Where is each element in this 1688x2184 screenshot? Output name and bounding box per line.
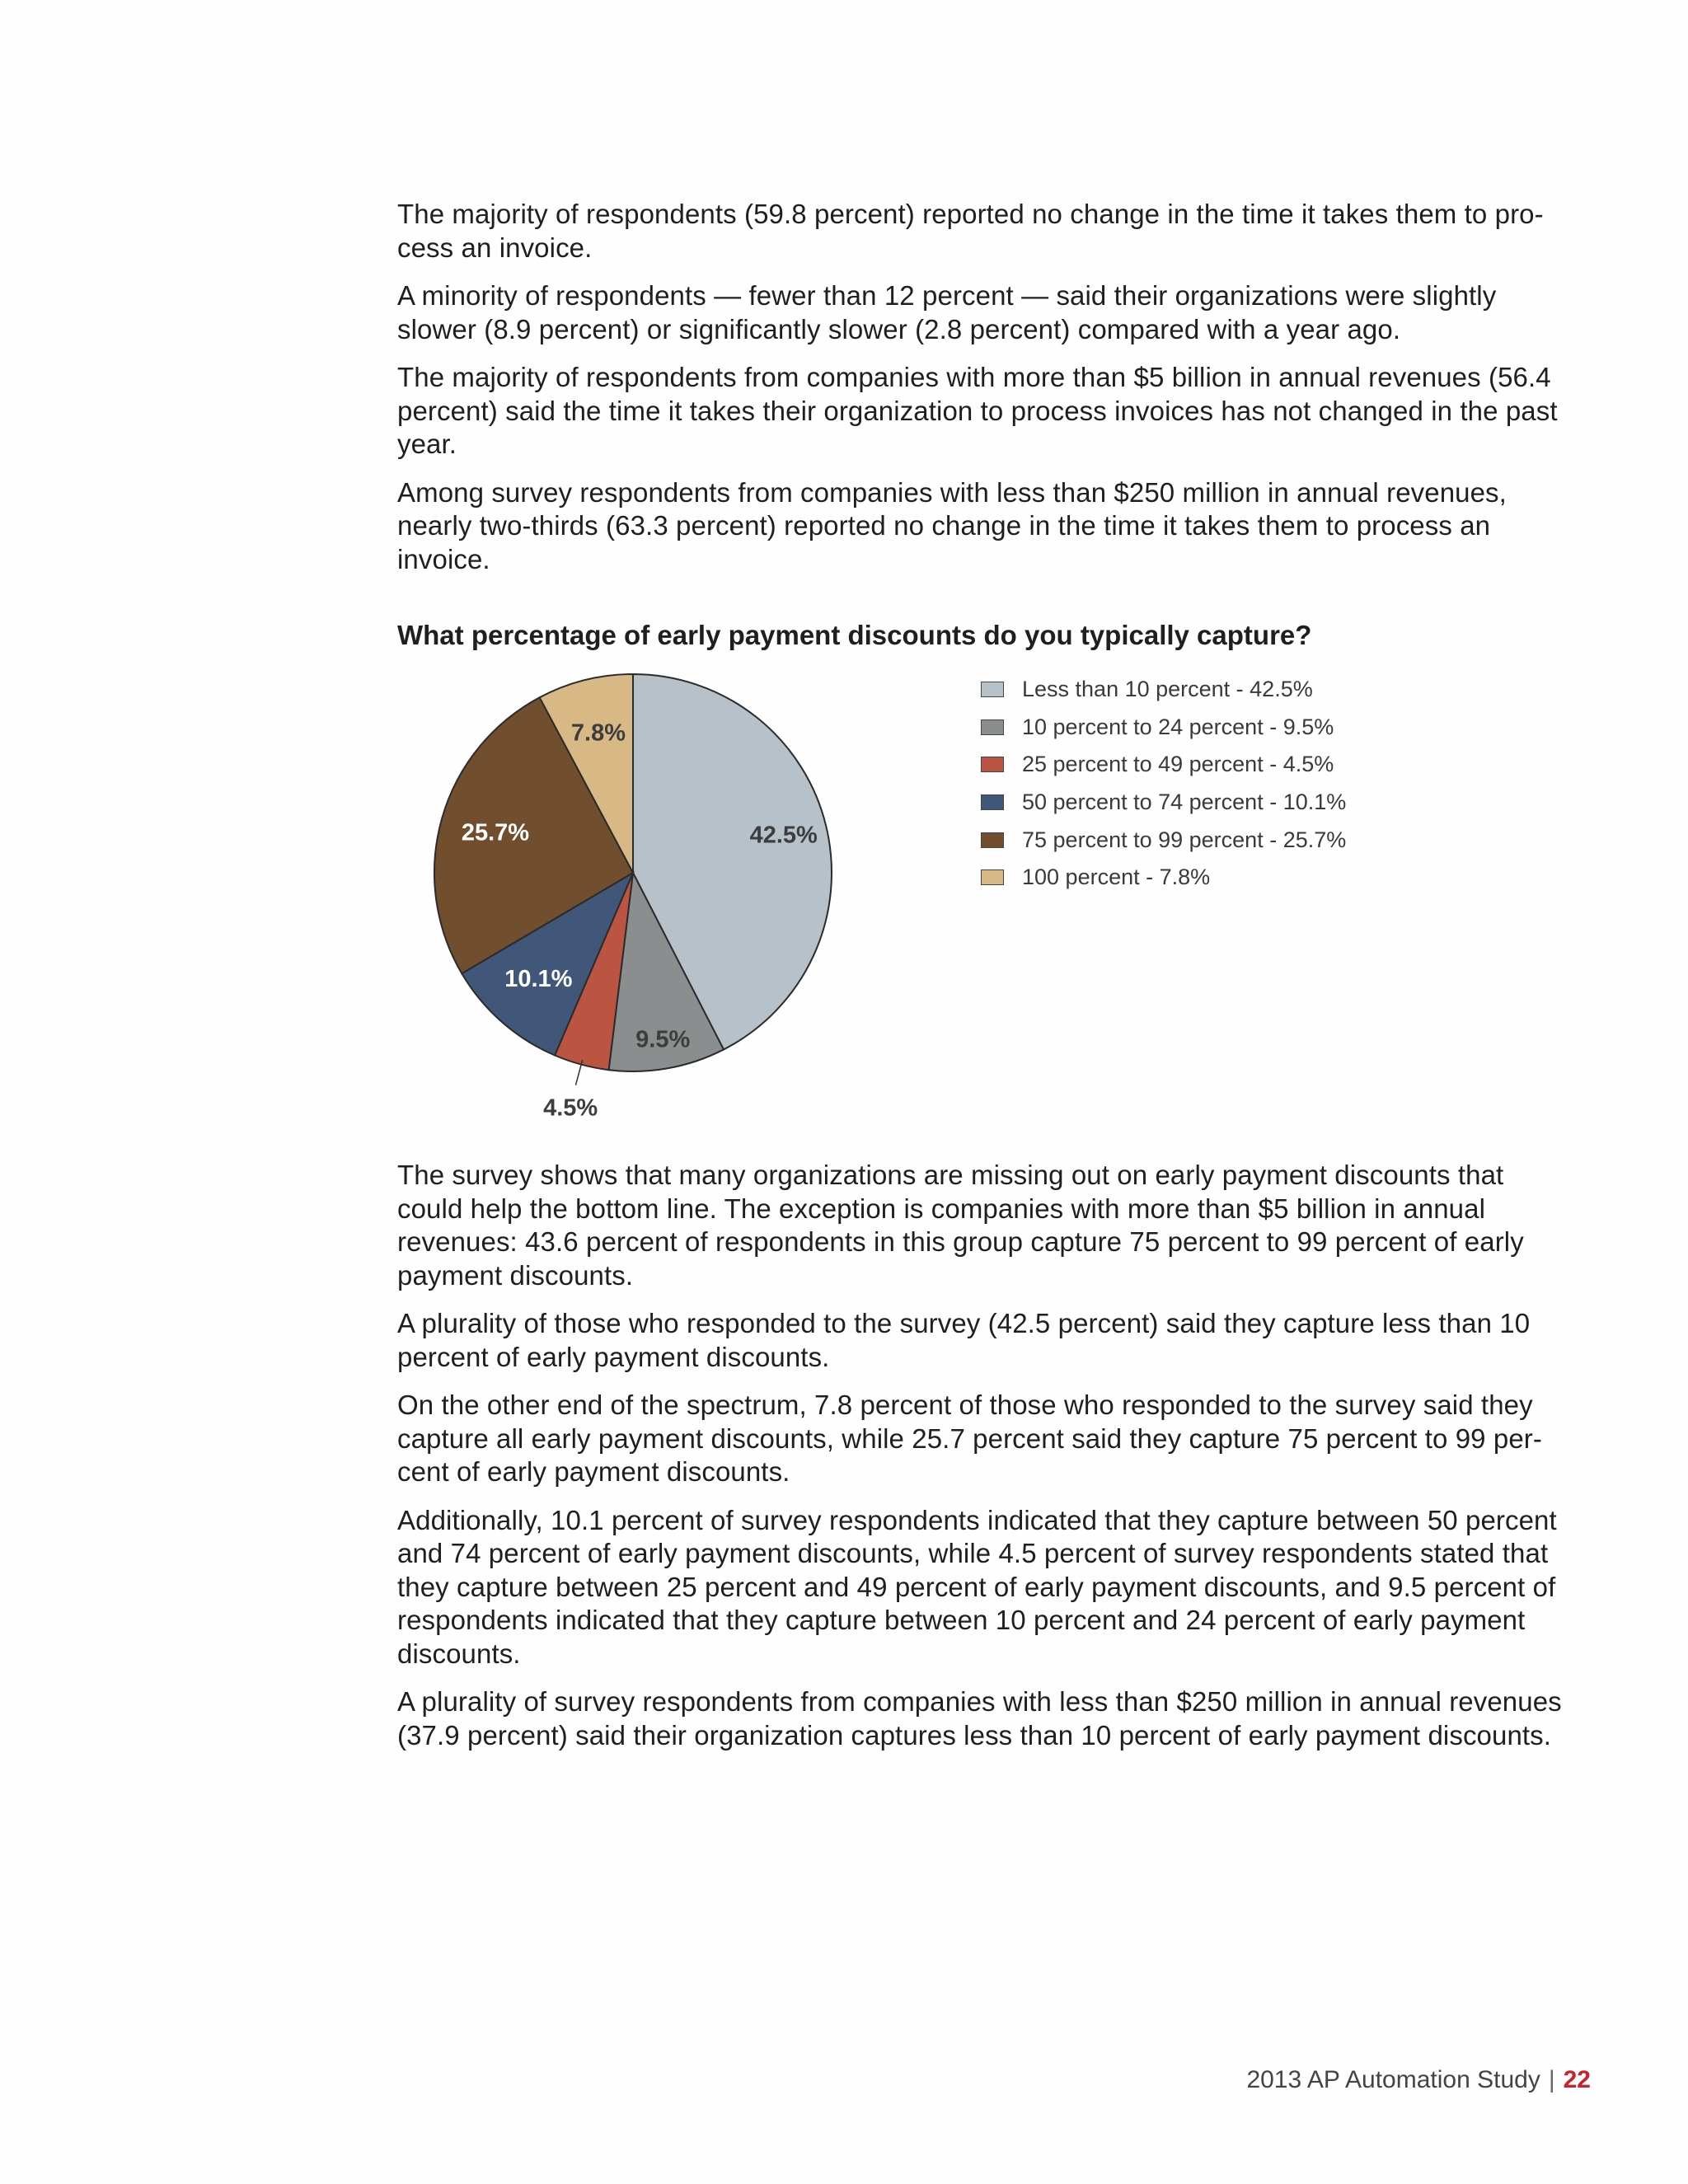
body-paragraph-4: Additionally, 10.1 percent of survey respondents indicated that they capture between 50 percent and 74 percent of early payment discounts, while 4.5 percent of survey respondents stated that they capture between 25 percent and 49 percent of early payment discounts, and 9.5 percent of respondents indicated that they capture between 10 percent and 24 percent of early payment discounts. (397, 1504, 1557, 1669)
legend-item-less-than-10 (981, 671, 1346, 709)
legend-label: 25 percent to 49 percent - 4.5% (1022, 752, 1334, 777)
footer-separator: | (1548, 2066, 1555, 2093)
slice-label: 4.5% (543, 1094, 598, 1122)
legend-item-100 (981, 859, 1346, 897)
legend-item-25-to-49 (981, 746, 1346, 784)
slice-label: 9.5% (635, 1026, 691, 1053)
legend-swatch (981, 832, 1004, 848)
intro-paragraph-3: The majority of respondents from companies with more than $5 billion in annual revenues (56.4 percent) said the time it takes their organization to process invoices has not changed in the past year. (397, 362, 1558, 459)
body-paragraph-1: The survey shows that many organizations are missing out on early payment discounts that could help the bottom line. The exception is companies with more than $5 billion in annual revenues: 43.6 percent of respondents in this group capture 75 percent to 99 percent of early payment discounts. (397, 1160, 1524, 1291)
slice-label: 7.8% (570, 719, 626, 747)
legend-swatch (981, 719, 1004, 735)
intro-text (397, 198, 1584, 591)
body-text (397, 1159, 1584, 1767)
body-paragraph-2: A plurality of those who responded to the survey (42.5 percent) said they capture less than 10 percent of early payment discounts. (397, 1308, 1531, 1372)
legend-item-50-to-74 (981, 784, 1346, 822)
legend-label: 10 percent to 24 percent - 9.5% (1022, 714, 1334, 739)
chart-title: What percentage of early payment discounts do you typically capture? (397, 620, 1312, 650)
legend-label: 100 percent - 7.8% (1022, 865, 1211, 890)
legend-label: 75 percent to 99 percent - 25.7% (1022, 827, 1347, 852)
intro-paragraph-4: Among survey respondents from companies with less than $250 million in annual revenues, nearly two-thirds (63.3 percent) reported no change in the time it takes them to process an invoice. (397, 476, 1507, 574)
intro-paragraph-1: The majority of respondents (59.8 percent) reported no change in the time it takes them to pro- cess an invoice. (397, 199, 1544, 263)
legend-swatch (981, 869, 1004, 885)
legend-item-10-to-24 (981, 709, 1346, 747)
legend-swatch (981, 794, 1004, 810)
slice-label: 42.5% (749, 822, 818, 849)
footer-title: 2013 AP Automation Study (1246, 2066, 1540, 2093)
body-paragraph-5: A plurality of survey respondents from companies with less than $250 million in annual revenues (37.9 percent) said their organization captures less than 10 percent of early payment discounts. (397, 1686, 1562, 1750)
body-paragraph-3: On the other end of the spectrum, 7.8 percent of those who responded to the survey said they capture all early payment discounts, while 25.7 percent said they capture 75 percent to 99 per- cent of early payment discounts. (397, 1390, 1542, 1487)
legend-label: Less than 10 percent - 42.5% (1022, 677, 1313, 702)
legend-label: 50 percent to 74 percent - 10.1% (1022, 790, 1347, 815)
legend-swatch (981, 682, 1004, 697)
legend-swatch (981, 757, 1004, 772)
page-footer (1246, 2066, 1591, 2094)
legend-item-75-to-99 (981, 821, 1346, 859)
slice-label: 10.1% (504, 965, 573, 992)
slice-label: 25.7% (461, 819, 530, 846)
page-number: 22 (1563, 2066, 1591, 2093)
chart-legend (981, 671, 1346, 897)
pie-chart (412, 659, 874, 1137)
intro-paragraph-2: A minority of respondents — fewer than 12 percent — said their organizations were slightly slower (8.9 percent) or significantly slower (2.8 percent) compared with a year ago. (397, 280, 1497, 344)
